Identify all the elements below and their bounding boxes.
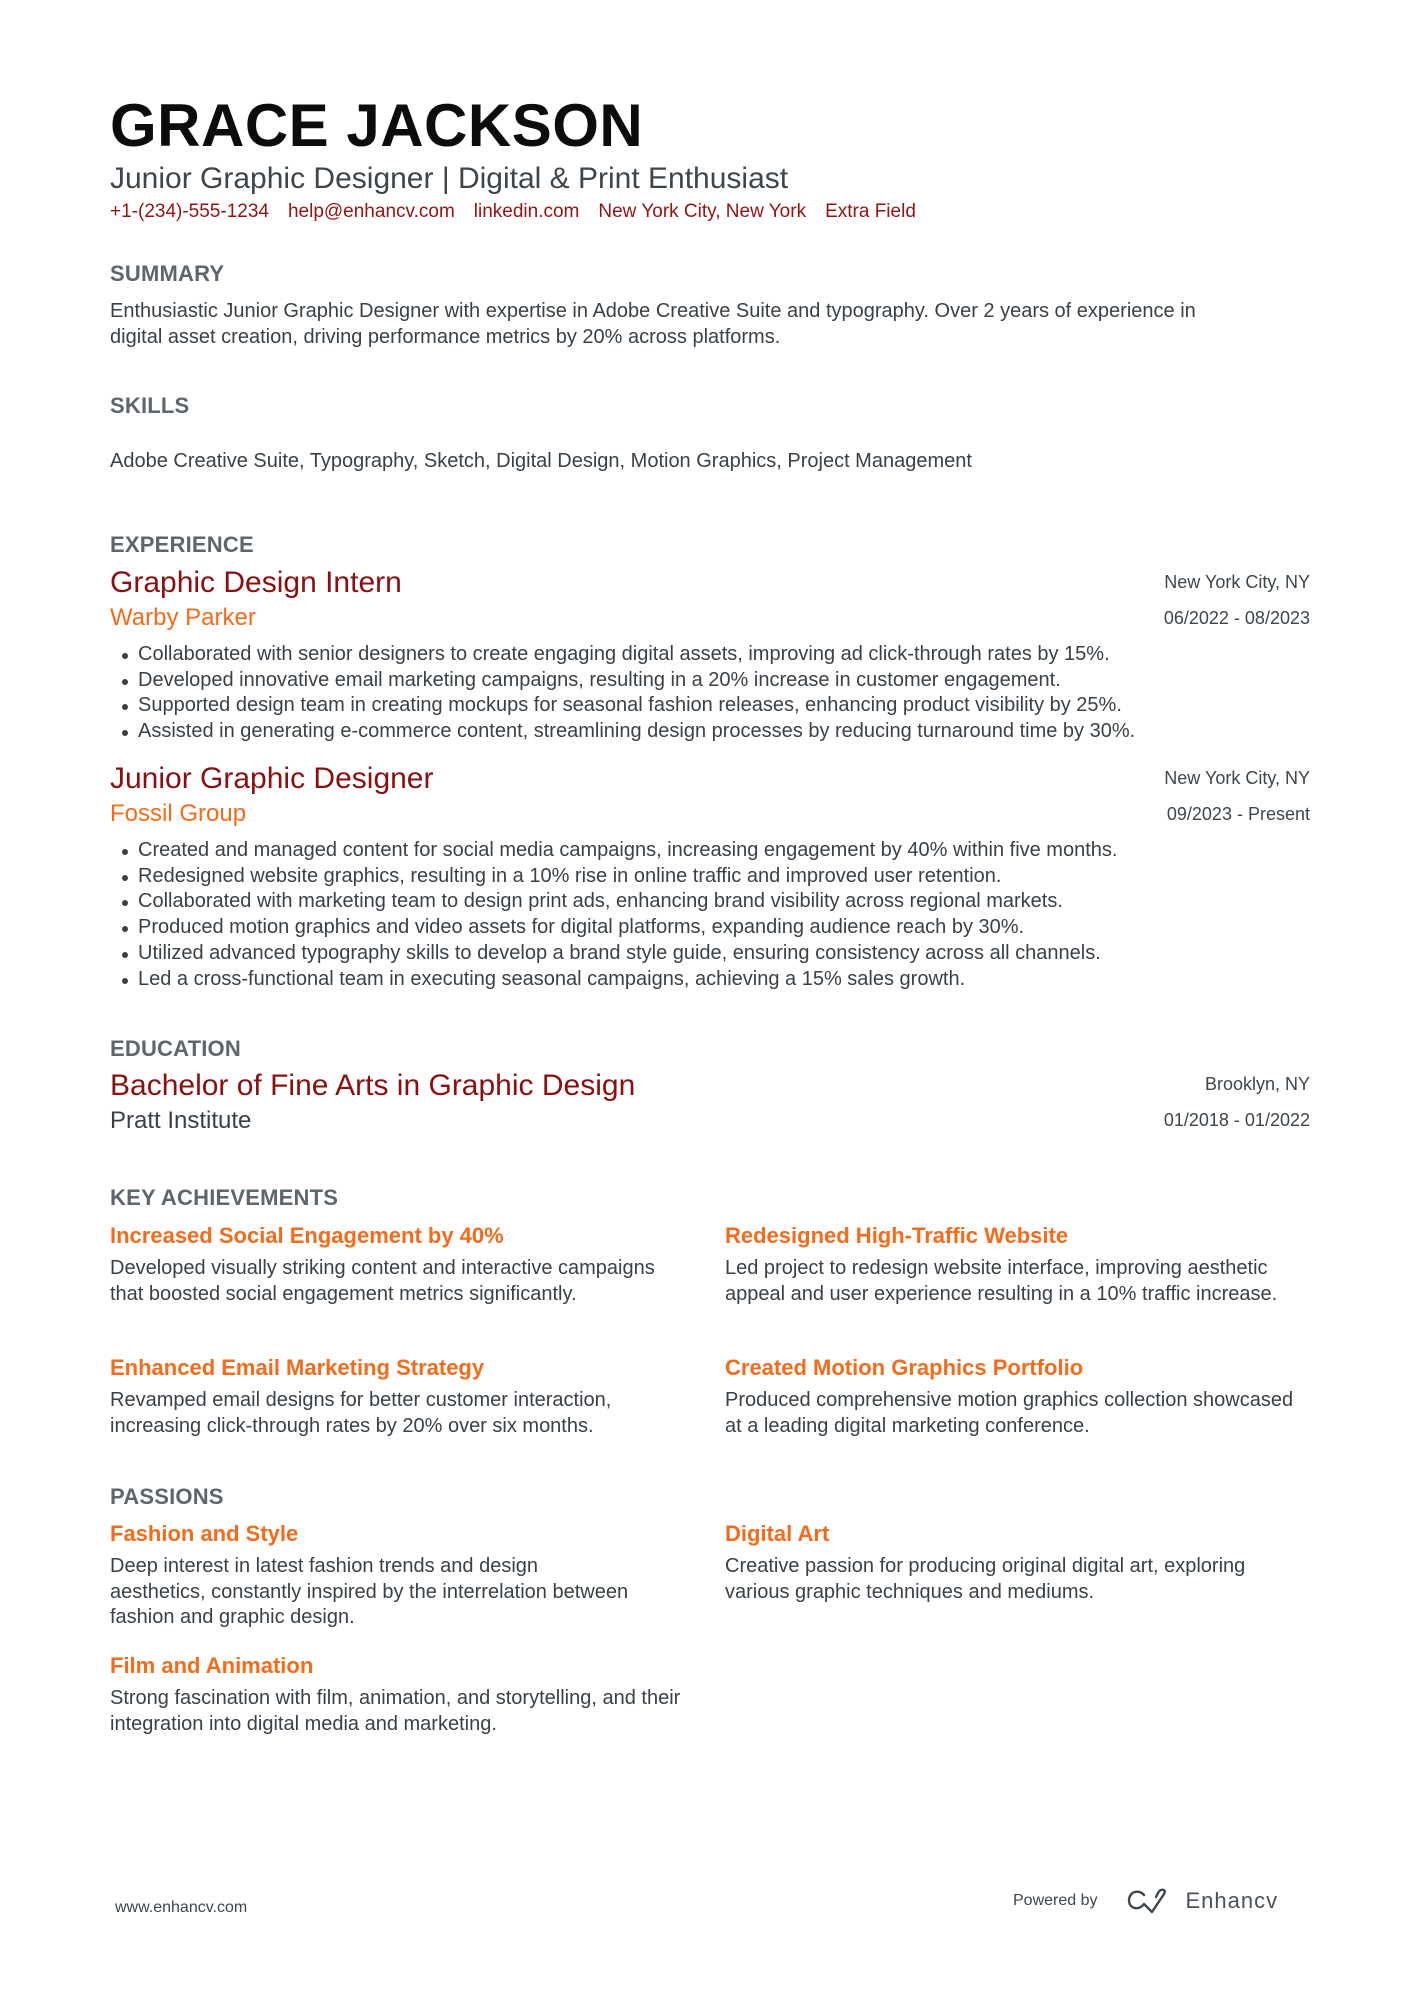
passion-title: Digital Art bbox=[725, 1521, 830, 1546]
passion-item bbox=[110, 1523, 690, 1631]
candidate-subtitle: Junior Graphic Designer | Digital & Print Enthusiast bbox=[110, 162, 789, 195]
achievement-title: Created Motion Graphics Portfolio bbox=[725, 1355, 1084, 1380]
achievement-desc: Developed visually striking content and interactive campaigns that boosted social engagement metrics significantly. bbox=[110, 1257, 655, 1305]
contact-email[interactable]: help@enhancv.com bbox=[287, 201, 455, 222]
contact-phone[interactable]: +1-(234)-555-1234 bbox=[110, 201, 269, 222]
section-heading-education: EDUCATION bbox=[110, 1036, 241, 1061]
passion-desc: Strong fascination with film, animation, and storytelling, and their integration into digital media and marketing. bbox=[110, 1687, 681, 1735]
achievement-desc: Produced comprehensive motion graphics collection showcased at a leading digital marketing conference. bbox=[725, 1389, 1294, 1437]
job-location: New York City, NY bbox=[1164, 768, 1310, 788]
passion-desc: Creative passion for producing original digital art, exploring various graphic techniques and mediums. bbox=[725, 1555, 1246, 1603]
skills-text: Adobe Creative Suite, Typography, Sketch, Digital Design, Motion Graphics, Project Management bbox=[110, 450, 972, 472]
candidate-name: GRACE JACKSON bbox=[110, 92, 644, 159]
contact-linkedin[interactable]: linkedin.com bbox=[473, 201, 580, 222]
achievement-desc: Revamped email designs for better customer interaction, increasing click-through rates by 20% over six months. bbox=[110, 1389, 612, 1437]
degree-title: Bachelor of Fine Arts in Graphic Design bbox=[110, 1069, 636, 1102]
job-dates: 06/2022 - 08/2023 bbox=[1163, 608, 1310, 628]
achievement-title: Increased Social Engagement by 40% bbox=[110, 1223, 504, 1248]
job-bullets bbox=[110, 642, 1135, 745]
job-title: Graphic Design Intern bbox=[110, 566, 402, 599]
job-title: Junior Graphic Designer bbox=[110, 762, 434, 795]
section-heading-passions: PASSIONS bbox=[110, 1484, 224, 1509]
achievement-title: Enhanced Email Marketing Strategy bbox=[110, 1355, 485, 1380]
bullet-item: Collaborated with marketing team to design print ads, enhancing brand visibility across regional markets. bbox=[110, 889, 1117, 915]
contact-bar bbox=[110, 201, 916, 223]
bullet-item: Supported design team in creating mockups for seasonal fashion releases, enhancing product visibility by 25%. bbox=[110, 693, 1135, 719]
achievement-title: Redesigned High-Traffic Website bbox=[725, 1223, 1069, 1248]
achievement-item bbox=[110, 1357, 690, 1439]
achievement-item bbox=[110, 1225, 690, 1307]
job-company: Fossil Group bbox=[110, 800, 247, 827]
section-heading-achievements: KEY ACHIEVEMENTS bbox=[110, 1185, 339, 1210]
contact-location[interactable]: New York City, New York bbox=[598, 201, 807, 222]
school-name: Pratt Institute bbox=[110, 1107, 252, 1134]
section-heading-skills: SKILLS bbox=[110, 393, 190, 418]
bullet-item: Produced motion graphics and video assets for digital platforms, expanding audience reach by 30%. bbox=[110, 915, 1117, 941]
footer-branding bbox=[1013, 1888, 1278, 1914]
passion-title: Fashion and Style bbox=[110, 1521, 299, 1546]
enhancv-logo-icon bbox=[1126, 1888, 1172, 1914]
achievement-item bbox=[725, 1357, 1305, 1439]
bullet-item: Developed innovative email marketing campaigns, resulting in a 20% increase in customer engagement. bbox=[110, 668, 1135, 694]
summary-text: Enthusiastic Junior Graphic Designer with expertise in Adobe Creative Suite and typography. Over 2 years of experience in digital asset creation, driving performance metrics by 20% across platforms. bbox=[110, 300, 1196, 348]
job-bullets bbox=[110, 838, 1117, 992]
bullet-item: Led a cross-functional team in executing seasonal campaigns, achieving a 15% sales growth. bbox=[110, 967, 1117, 993]
passion-title: Film and Animation bbox=[110, 1653, 314, 1678]
enhancv-logo-text: Enhancv bbox=[1185, 1888, 1279, 1913]
powered-by-label: Powered by bbox=[1013, 1892, 1098, 1909]
bullet-item: Redesigned website graphics, resulting in a 10% rise in online traffic and improved user retention. bbox=[110, 864, 1117, 890]
bullet-item: Assisted in generating e-commerce content, streamlining design processes by reducing turnaround time by 30%. bbox=[110, 719, 1135, 745]
job-dates: 09/2023 - Present bbox=[1166, 804, 1310, 824]
section-heading-summary: SUMMARY bbox=[110, 261, 225, 286]
passion-item bbox=[725, 1523, 1305, 1605]
job-company: Warby Parker bbox=[110, 604, 256, 631]
bullet-item: Collaborated with senior designers to create engaging digital assets, improving ad click-through rates by 15%. bbox=[110, 642, 1135, 668]
achievement-item bbox=[725, 1225, 1305, 1307]
passion-item bbox=[110, 1655, 690, 1737]
section-heading-experience: EXPERIENCE bbox=[110, 532, 254, 557]
contact-extra-field[interactable]: Extra Field bbox=[825, 201, 916, 222]
achievement-desc: Led project to redesign website interface, improving aesthetic appeal and user experience resulting in a 10% traffic increase. bbox=[725, 1257, 1278, 1305]
passion-desc: Deep interest in latest fashion trends and design aesthetics, constantly inspired by the interrelation between fashion and graphic design. bbox=[110, 1555, 629, 1629]
job-location: New York City, NY bbox=[1164, 572, 1310, 592]
education-location: Brooklyn, NY bbox=[1204, 1074, 1310, 1094]
education-dates: 01/2018 - 01/2022 bbox=[1163, 1110, 1310, 1130]
enhancv-logo[interactable] bbox=[1126, 1888, 1279, 1914]
bullet-item: Utilized advanced typography skills to develop a brand style guide, ensuring consistency across all channels. bbox=[110, 941, 1117, 967]
footer-website-link[interactable]: www.enhancv.com bbox=[115, 1899, 248, 1916]
bullet-item: Created and managed content for social media campaigns, increasing engagement by 40% within five months. bbox=[110, 838, 1117, 864]
